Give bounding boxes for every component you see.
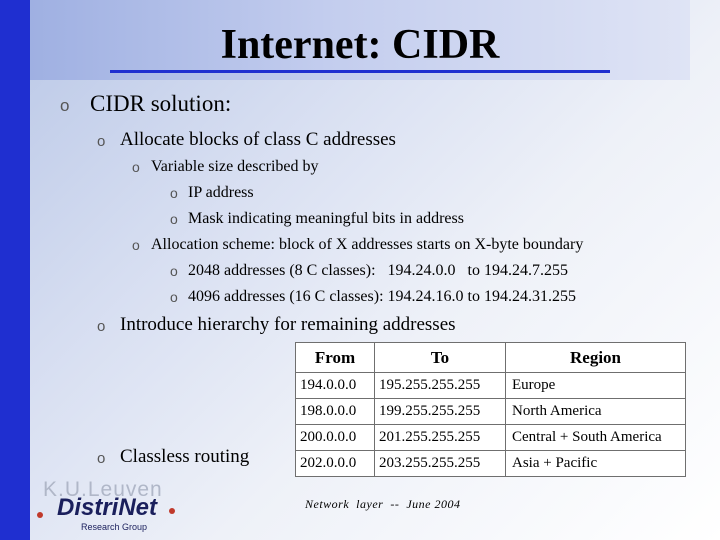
bullet-marker: o xyxy=(60,96,70,115)
column-header-from: From xyxy=(296,343,375,373)
cell-from: 200.0.0.0 xyxy=(296,425,375,451)
bullet-marker: o xyxy=(97,318,106,335)
cell-from: 198.0.0.0 xyxy=(296,399,375,425)
cidr-allocation-table xyxy=(295,342,686,477)
distrinet-logo xyxy=(35,478,180,536)
bullet-marker: o xyxy=(132,237,140,253)
bullet-marker: o xyxy=(170,289,178,305)
logo-university-text: K.U.Leuven xyxy=(43,478,163,501)
table-row xyxy=(296,425,686,451)
logo-left-dot xyxy=(37,512,43,518)
bullet-introduce-hierarchy: Introduce hierarchy for remaining addresses xyxy=(120,314,456,335)
bullet-2048-addresses: 2048 addresses (8 C classes): 194.24.0.0 to 194.24.7.255 xyxy=(188,262,568,279)
cell-to: 199.255.255.255 xyxy=(375,399,506,425)
slide-footer: Network layer -- June 2004 xyxy=(305,497,461,511)
title-underline xyxy=(110,70,610,73)
bullet-variable-size: Variable size described by xyxy=(151,158,319,175)
table-row xyxy=(296,451,686,477)
table-header-row xyxy=(296,343,686,373)
logo-name-text: DistriNet xyxy=(57,494,158,521)
logo-right-dot xyxy=(169,508,175,514)
bullet-marker: o xyxy=(170,211,178,227)
bullet-mask: Mask indicating meaningful bits in address xyxy=(188,210,464,227)
left-accent-bar xyxy=(0,0,30,540)
column-header-region: Region xyxy=(506,343,686,373)
bullet-classless-routing: Classless routing xyxy=(120,446,250,467)
cell-from: 202.0.0.0 xyxy=(296,451,375,477)
bullet-cidr-solution: CIDR solution: xyxy=(90,91,232,116)
cell-to: 201.255.255.255 xyxy=(375,425,506,451)
bullet-marker: o xyxy=(170,263,178,279)
table-row xyxy=(296,373,686,399)
column-header-to: To xyxy=(375,343,506,373)
bullet-marker: o xyxy=(97,133,106,150)
logo-subtitle-text: Research Group xyxy=(81,522,148,532)
cell-from: 194.0.0.0 xyxy=(296,373,375,399)
slide-title: Internet: CIDR xyxy=(220,22,500,68)
cell-region: Europe xyxy=(506,373,686,399)
bullet-allocate-blocks: Allocate blocks of class C addresses xyxy=(120,129,396,150)
bullet-ip-address: IP address xyxy=(188,184,254,201)
bullet-marker: o xyxy=(132,159,140,175)
bullet-marker: o xyxy=(170,185,178,201)
bullet-allocation-scheme: Allocation scheme: block of X addresses starts on X-byte boundary xyxy=(151,236,584,253)
cell-to: 195.255.255.255 xyxy=(375,373,506,399)
cell-region: North America xyxy=(506,399,686,425)
cell-to: 203.255.255.255 xyxy=(375,451,506,477)
table-row xyxy=(296,399,686,425)
bullet-marker: o xyxy=(97,450,106,467)
cell-region: Asia + Pacific xyxy=(506,451,686,477)
bullet-4096-addresses: 4096 addresses (16 C classes): 194.24.16.0 to 194.24.31.255 xyxy=(188,288,576,305)
cell-region: Central + South America xyxy=(506,425,686,451)
